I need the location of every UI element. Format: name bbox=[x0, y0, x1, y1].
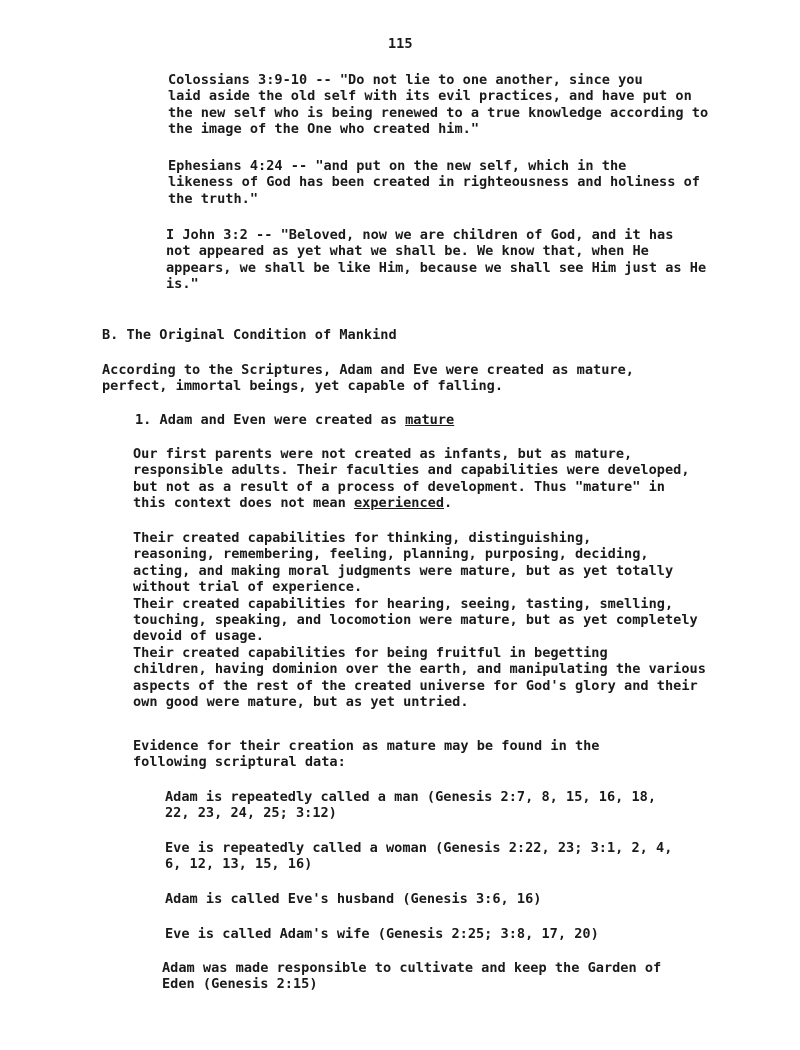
point-1-underlined-word: mature bbox=[405, 412, 455, 428]
paragraph-mature-adults-end: . bbox=[444, 495, 453, 512]
evidence-item: Eve is repeatedly called a woman (Genesis 2:22, 23; 3:1, 2, 4, 6, 12, 13, 15, 16) bbox=[165, 840, 673, 873]
paragraph-mature-adults bbox=[133, 446, 690, 512]
evidence-intro: Evidence for their creation as mature may be found in the following scriptural data: bbox=[133, 738, 600, 771]
paragraph-mature-adults-text: Our first parents were not created as infants, but as mature, responsible adults. Their faculties and capabilities were developed, but not as a result of a process of development. Thus "mature" in this context does not mean bbox=[133, 446, 690, 512]
evidence-item: Adam is called Eve's husband (Genesis 3:6, 16) bbox=[165, 891, 542, 907]
capabilities-paragraphs: Their created capabilities for thinking, distinguishing, reasoning, remembering, feeling, planning, purposing, deciding, acting, and making moral judgments were mature, but as yet totally without trial of experience. Their created capabilities for hearing, seeing, tasting, smelling, touching, speaking, and locomotion were mature, but as yet completely devoid of usage. Their created capabilities for being fruitful in begetting children, having dominion over the earth, and manipulating the various aspects of the rest of the created universe for God's glory and their own good were mature, but as yet untried. bbox=[133, 530, 706, 711]
underlined-experienced: experienced bbox=[353, 495, 445, 512]
page-number: 115 bbox=[388, 36, 413, 52]
quote-ephesians: Ephesians 4:24 -- "and put on the new self, which in the likeness of God has been created in righteousness and holiness of the truth." bbox=[168, 158, 700, 207]
evidence-item: Adam is repeatedly called a man (Genesis 2:7, 8, 15, 16, 18, 22, 23, 24, 25; 3:12) bbox=[165, 789, 657, 822]
point-1-text: 1. Adam and Even were created as bbox=[135, 412, 406, 428]
evidence-item: Adam was made responsible to cultivate and keep the Garden of Eden (Genesis 2:15) bbox=[162, 960, 662, 993]
quote-1-john: I John 3:2 -- "Beloved, now we are children of God, and it has not appeared as yet what we shall be. We know that, when He appears, we shall be like Him, because we shall see Him just as He is." bbox=[166, 227, 707, 293]
quote-colossians: Colossians 3:9-10 -- "Do not lie to one another, since you laid aside the old self with its evil practices, and have put on the new self who is being renewed to a true knowledge according to the image of the One who created him." bbox=[168, 72, 709, 138]
intro-paragraph: According to the Scriptures, Adam and Eve were created as mature, perfect, immortal beings, yet capable of falling. bbox=[102, 362, 634, 395]
evidence-item: Eve is called Adam's wife (Genesis 2:25; 3:8, 17, 20) bbox=[165, 926, 599, 942]
section-heading: B. The Original Condition of Mankind bbox=[102, 327, 397, 343]
point-1-heading bbox=[135, 412, 454, 428]
